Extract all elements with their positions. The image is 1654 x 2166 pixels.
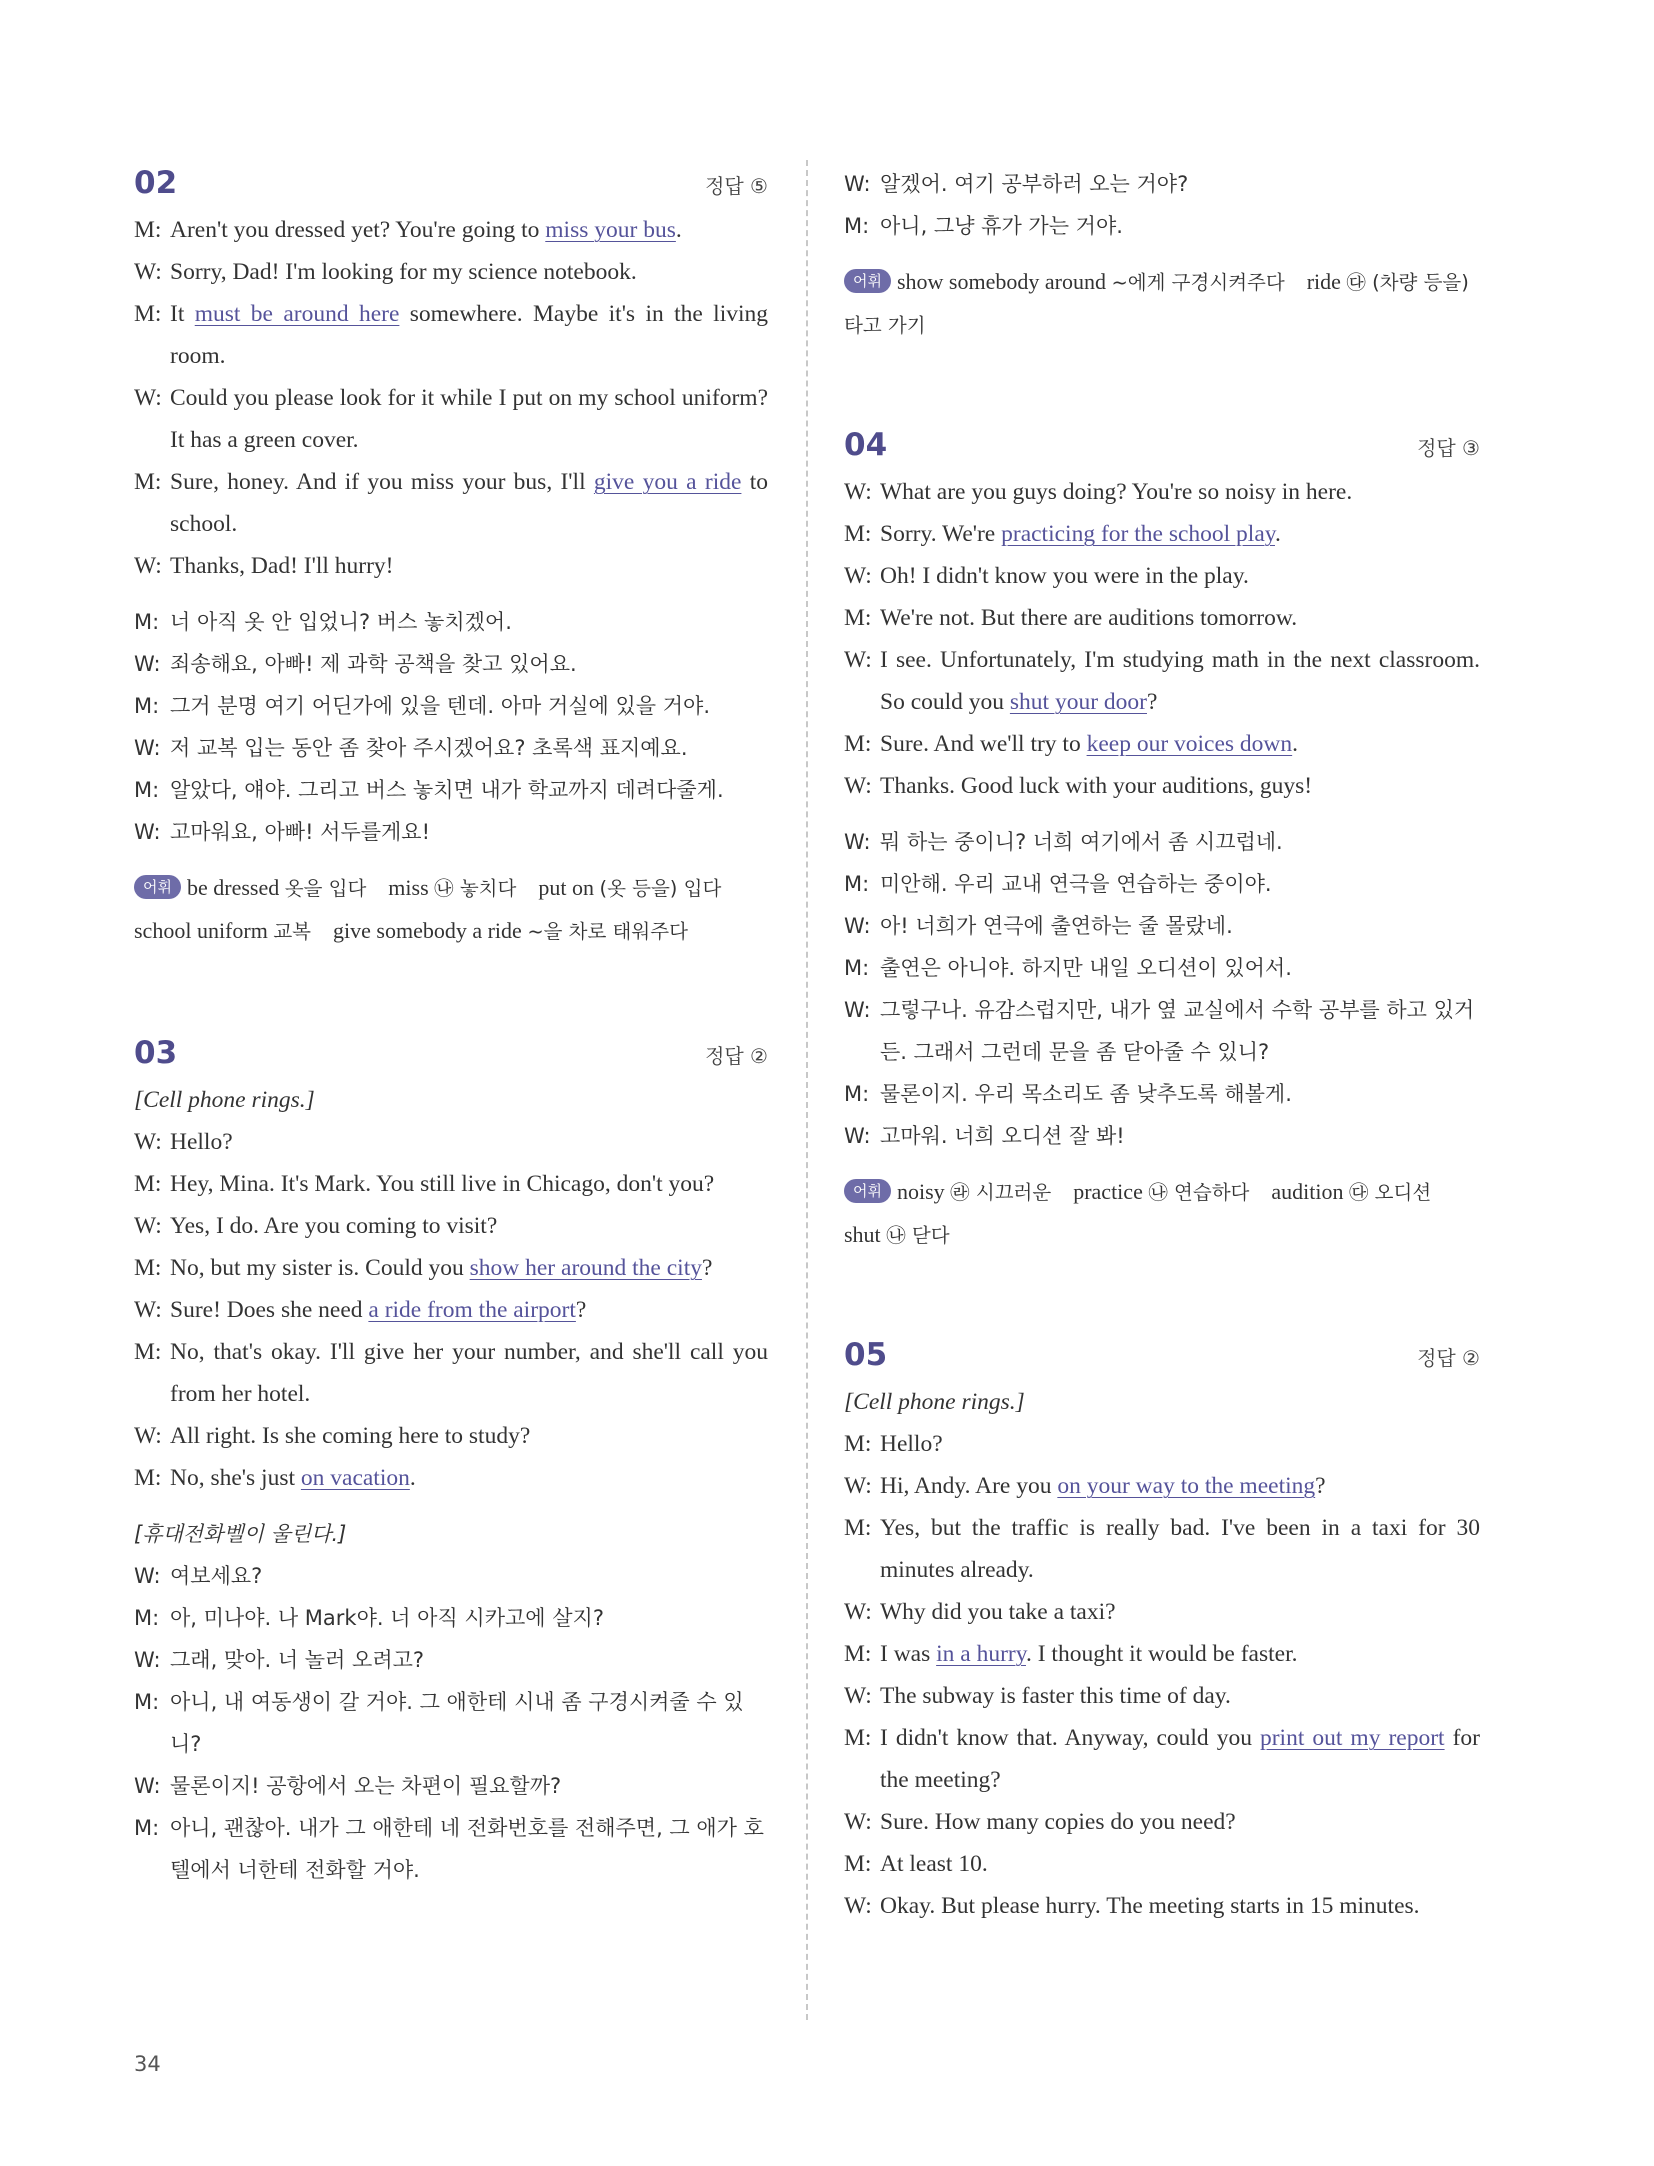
korean-line (844, 1115, 1480, 1157)
vocab-term: audition (1249, 1179, 1349, 1204)
section-number: 03 (134, 1035, 178, 1071)
vocab-term: miss (366, 875, 435, 900)
korean-line (844, 821, 1480, 863)
blank-answer: must be around here (194, 301, 400, 327)
speaker-label: W: (134, 259, 162, 285)
speaker-label: W: (844, 773, 872, 799)
section-number: 04 (844, 427, 888, 463)
section-header (134, 1035, 768, 1071)
dialogue-text: 아니, 내 여동생이 갈 거야. 그 애한테 시내 좀 구경시켜줄 수 있니? (170, 1690, 744, 1756)
dialogue-line (134, 1163, 768, 1205)
blank-answer: keep our voices down (1086, 731, 1293, 757)
answer-label: 정답 ⑤ (705, 174, 768, 198)
vocabulary-box (844, 1171, 1480, 1257)
dialogue-text: It (170, 301, 195, 327)
korean-translation (134, 601, 768, 853)
speaker-label: W: (134, 652, 161, 676)
speaker-label: M: (134, 1465, 162, 1491)
blank-answer: a ride from the airport (368, 1297, 576, 1323)
speaker-label: W: (844, 479, 872, 505)
korean-line (844, 163, 1480, 205)
vocab-term: give somebody a ride (311, 918, 528, 943)
dialogue-text: to school. (170, 469, 768, 537)
blank-answer: on your way to the meeting (1057, 1473, 1316, 1499)
dialogue-line (134, 1415, 768, 1457)
speaker-label: M: (844, 872, 870, 896)
blank-answer: show her around the city (469, 1255, 702, 1281)
speaker-label: W: (134, 1297, 162, 1323)
speaker-label: W: (844, 830, 871, 854)
dialogue-line (134, 377, 768, 461)
vocab-meaning: ㉯ 놓치다 (434, 877, 517, 900)
vocab-badge: 어휘 (844, 1179, 891, 1203)
speaker-label: W: (844, 563, 872, 589)
dialogue-text: . (1274, 521, 1281, 547)
blank-answer: shut your door (1009, 689, 1147, 715)
vocab-term: practice (1051, 1179, 1149, 1204)
vocab-term: show somebody around (896, 269, 1112, 294)
korean-line (844, 1073, 1480, 1115)
dialogue-text: The subway is faster this time of day. (880, 1683, 1231, 1709)
section-02 (134, 165, 768, 953)
dialogue-text: 그래, 맞아. 너 놀러 오려고? (170, 1648, 425, 1672)
dialogue-line (134, 461, 768, 545)
vocab-meaning: 교복 (273, 920, 312, 943)
speaker-label: W: (844, 1809, 872, 1835)
dialogue-text: ? (701, 1255, 713, 1281)
korean-line (844, 989, 1480, 1073)
dialogue-text: I was (880, 1641, 937, 1667)
vocab-meaning: ㉰ 오디션 (1348, 1181, 1432, 1204)
answer-label: 정답 ③ (1417, 436, 1480, 460)
dialogue-line (134, 251, 768, 293)
column-divider (806, 160, 808, 2020)
dialogue-text: Thanks, Dad! I'll hurry! (170, 553, 394, 579)
speaker-label: M: (844, 1082, 870, 1106)
section-04 (844, 427, 1480, 1257)
dialogue-line (844, 1591, 1480, 1633)
dialogue-text: 알았다, 얘야. 그리고 버스 놓치면 내가 학교까지 데려다줄게. (170, 778, 724, 802)
dialogue-text: . I thought it would be faster. (1025, 1641, 1298, 1667)
dialogue-line (844, 597, 1480, 639)
vocab-meaning: ㉯ 닫다 (886, 1224, 950, 1247)
dialogue-text: Okay. But please hurry. The meeting starts in 15 minutes. (880, 1893, 1420, 1919)
vocab-badge: 어휘 (134, 875, 181, 899)
vocab-term: school uniform (134, 875, 744, 943)
dialogue-text: 죄송해요, 아빠! 제 과학 공책을 찾고 있어요. (170, 652, 577, 676)
speaker-label: W: (134, 1213, 162, 1239)
dialogue-text: 아니, 그냥 휴가 가는 거야. (880, 214, 1123, 238)
dialogue-text: Could you please look for it while I put on my school uniform? It has a green cover. (170, 385, 768, 453)
dialogue-text: . (675, 217, 682, 243)
vocab-meaning: 옷을 입다 (284, 877, 367, 900)
dialogue-line (134, 545, 768, 587)
section-03-continued (844, 163, 1480, 347)
dialogue-text: ? (575, 1297, 587, 1323)
dialogue-text: 아! 너희가 연극에 출연하는 줄 몰랐네. (880, 914, 1233, 938)
dialogue-line (844, 1633, 1480, 1675)
korean-line (134, 1765, 768, 1807)
speaker-label: W: (134, 553, 162, 579)
speaker-label: W: (844, 1683, 872, 1709)
speaker-label: M: (134, 469, 162, 495)
vocab-meaning: ㉱ 시끄러운 (950, 1181, 1052, 1204)
speaker-label: M: (844, 731, 872, 757)
blank-answer: on vacation (300, 1465, 410, 1491)
vocab-term: ride (1284, 269, 1347, 294)
dialogue-text: 고마워. 너희 오디션 잘 봐! (880, 1124, 1125, 1148)
korean-translation (844, 821, 1480, 1157)
dialogue-text: . (1292, 731, 1299, 757)
speaker-label: M: (844, 214, 870, 238)
speaker-label: M: (134, 610, 160, 634)
speaker-label: W: (844, 998, 871, 1022)
dialogue-text: No, she's just (170, 1465, 301, 1491)
speaker-label: W: (134, 820, 161, 844)
speaker-label: W: (844, 172, 871, 196)
dialogue-line (134, 1121, 768, 1163)
speaker-label: W: (844, 1599, 872, 1625)
dialogue-text: I see. Unfortunately, I'm studying math in the next classroom. So could you (880, 647, 1480, 715)
page-number: 34 (134, 2052, 161, 2076)
speaker-label: W: (134, 1648, 161, 1672)
dialogue-line (844, 513, 1480, 555)
korean-line (134, 1681, 768, 1765)
speaker-label: W: (134, 1423, 162, 1449)
dialogue-line (844, 1843, 1480, 1885)
korean-line (134, 1639, 768, 1681)
dialogue-text: Yes, I do. Are you coming to visit? (170, 1213, 498, 1239)
dialogue-line (844, 1717, 1480, 1801)
dialogue-text: somewhere. Maybe it's in the living room. (170, 301, 768, 369)
dialogue-text: 아니, 괜찮아. 내가 그 애한테 네 전화번호를 전해주면, 그 애가 호텔에서 너한테 전화할 거야. (170, 1816, 764, 1882)
speaker-label: W: (134, 1774, 161, 1798)
vocab-term: put on (516, 875, 600, 900)
dialogue-line (844, 471, 1480, 513)
dialogue-text: Why did you take a taxi? (880, 1599, 1116, 1625)
speaker-label: M: (134, 1690, 160, 1714)
korean-line (134, 1807, 768, 1891)
speaker-label: W: (134, 1564, 161, 1588)
dialogue-line (134, 1247, 768, 1289)
speaker-label: W: (134, 1129, 162, 1155)
english-dialogue (844, 471, 1480, 807)
speaker-label: M: (134, 301, 162, 327)
vocab-badge: 어휘 (844, 269, 891, 293)
dialogue-line (134, 209, 768, 251)
speaker-label: M: (844, 1851, 872, 1877)
speaker-label: M: (134, 1171, 162, 1197)
korean-line (844, 905, 1480, 947)
section-header (134, 165, 768, 201)
korean-line (134, 1597, 768, 1639)
dialogue-text: Sorry. We're (880, 521, 1002, 547)
answer-label: 정답 ② (705, 1044, 768, 1068)
dialogue-text: 미안해. 우리 교내 연극을 연습하는 중이야. (880, 872, 1272, 896)
speaker-label: M: (844, 605, 872, 631)
speaker-label: M: (134, 778, 160, 802)
dialogue-text: Oh! I didn't know you were in the play. (880, 563, 1249, 589)
vocab-term: shut (844, 1179, 1454, 1247)
speaker-label: M: (134, 694, 160, 718)
speaker-label: M: (844, 1431, 872, 1457)
dialogue-line (844, 723, 1480, 765)
dialogue-line (134, 293, 768, 377)
dialogue-text: 고마워요, 아빠! 서두를게요! (170, 820, 431, 844)
speaker-label: M: (134, 1339, 162, 1365)
korean-line (134, 643, 768, 685)
dialogue-text: No, that's okay. I'll give her your number, and she'll call you from her hotel. (170, 1339, 768, 1407)
korean-stage-direction: [휴대전화벨이 울린다.] (134, 1522, 347, 1546)
dialogue-text: . (409, 1465, 416, 1491)
section-03 (134, 1035, 768, 1891)
vocabulary-box (134, 867, 768, 953)
dialogue-text: Hello? (880, 1431, 943, 1457)
vocabulary-box (844, 261, 1480, 347)
korean-translation-continued (844, 163, 1480, 247)
dialogue-text: 물론이지! 공항에서 오는 차편이 필요할까? (170, 1774, 562, 1798)
korean-line (134, 685, 768, 727)
dialogue-text: Hello? (170, 1129, 233, 1155)
speaker-label: M: (844, 1641, 872, 1667)
speaker-label: W: (844, 1473, 872, 1499)
dialogue-line (844, 1885, 1480, 1927)
speaker-label: W: (844, 1124, 871, 1148)
speaker-label: M: (134, 1606, 160, 1630)
right-column (844, 165, 1480, 1927)
speaker-label: M: (844, 521, 872, 547)
section-header (844, 1337, 1480, 1373)
korean-line (844, 947, 1480, 989)
section-number: 05 (844, 1337, 888, 1373)
korean-line (844, 863, 1480, 905)
dialogue-text: Sorry, Dad! I'm looking for my science notebook. (170, 259, 637, 285)
dialogue-line (844, 1423, 1480, 1465)
dialogue-text: No, but my sister is. Could you (170, 1255, 470, 1281)
stage-direction: [Cell phone rings.] (134, 1087, 315, 1113)
dialogue-line (134, 1457, 768, 1499)
blank-answer: give you a ride (593, 469, 742, 495)
dialogue-line (134, 1331, 768, 1415)
dialogue-line (134, 1205, 768, 1247)
dialogue-text: 여보세요? (170, 1564, 263, 1588)
left-column (134, 165, 768, 1891)
korean-line (134, 1555, 768, 1597)
dialogue-text: 알겠어. 여기 공부하러 오는 거야? (880, 172, 1189, 196)
section-05 (844, 1337, 1480, 1927)
vocab-meaning: ~을 차로 태워주다 (527, 920, 688, 943)
dialogue-text: for the meeting? (880, 1725, 1480, 1793)
korean-lines (134, 1555, 768, 1891)
blank-answer: print out my report (1259, 1725, 1445, 1751)
section-number: 02 (134, 165, 178, 201)
dialogue-text: Sure! Does she need (170, 1297, 369, 1323)
dialogue-text: Aren't you dressed yet? You're going to (170, 217, 546, 243)
speaker-label: M: (844, 956, 870, 980)
dialogue-text: 그거 분명 여기 어딘가에 있을 텐데. 아마 거실에 있을 거야. (170, 694, 711, 718)
vocab-meaning: ㉰ (차량 등을) 타고 가기 (844, 271, 1476, 337)
korean-line (134, 811, 768, 853)
dialogue-line (844, 1675, 1480, 1717)
speaker-label: M: (844, 1515, 872, 1541)
vocab-meaning: ㉯ 연습하다 (1148, 1181, 1250, 1204)
dialogue-text: Sure. How many copies do you need? (880, 1809, 1236, 1835)
dialogue-line (844, 1465, 1480, 1507)
vocab-term: noisy (896, 1179, 951, 1204)
dialogue-text: 너 아직 옷 안 입었니? 버스 놓치겠어. (170, 610, 512, 634)
answer-label: 정답 ② (1417, 1346, 1480, 1370)
speaker-label: W: (844, 914, 871, 938)
english-dialogue (134, 209, 768, 587)
section-header (844, 427, 1480, 463)
dialogue-text: 그렇구나. 유감스럽지만, 내가 옆 교실에서 수학 공부를 하고 있거든. 그래서 그런데 문을 좀 닫아줄 수 있니? (880, 998, 1475, 1064)
korean-line (134, 727, 768, 769)
vocab-term: be dressed (186, 875, 285, 900)
dialogue-line (844, 765, 1480, 807)
blank-answer: in a hurry (936, 1641, 1026, 1667)
korean-line (134, 601, 768, 643)
dialogue-text: Yes, but the traffic is really bad. I've been in a taxi for 30 minutes already. (880, 1515, 1480, 1583)
speaker-label: M: (134, 1816, 160, 1840)
speaker-label: M: (134, 1255, 162, 1281)
dialogue-text: 저 교복 입는 동안 좀 찾아 주시겠어요? 초록색 표지예요. (170, 736, 688, 760)
dialogue-line (844, 1801, 1480, 1843)
dialogue-text: Sure. And we'll try to (880, 731, 1087, 757)
speaker-label: W: (844, 1893, 872, 1919)
dialogue-text: Sure, honey. And if you miss your bus, I'll (170, 469, 594, 495)
dialogue-line (134, 1289, 768, 1331)
speaker-label: W: (134, 385, 162, 411)
korean-translation (134, 1513, 768, 1891)
dialogue-text: ? (1315, 1473, 1326, 1499)
dialogue-text: Hi, Andy. Are you (880, 1473, 1058, 1499)
dialogue-line (844, 555, 1480, 597)
blank-answer: practicing for the school play (1001, 521, 1275, 547)
korean-line (844, 205, 1480, 247)
dialogue-text: 물론이지. 우리 목소리도 좀 낮추도록 해볼게. (880, 1082, 1292, 1106)
dialogue-text: All right. Is she coming here to study? (170, 1423, 531, 1449)
dialogue-text: I didn't know that. Anyway, could you (880, 1725, 1260, 1751)
vocab-meaning: ~에게 구경시켜주다 (1111, 271, 1285, 294)
dialogue-text: We're not. But there are auditions tomorrow. (880, 605, 1298, 631)
dialogue-text: 뭐 하는 중이니? 너희 여기에서 좀 시끄럽네. (880, 830, 1283, 854)
dialogue-text: 아, 미나야. 나 Mark야. 너 아직 시카고에 살지? (170, 1606, 604, 1630)
dialogue-text: Hey, Mina. It's Mark. You still live in Chicago, don't you? (170, 1171, 715, 1197)
dialogue-text: Thanks. Good luck with your auditions, guys! (880, 773, 1313, 799)
dialogue-text: At least 10. (880, 1851, 988, 1877)
speaker-label: W: (844, 647, 872, 673)
vocab-meaning: (옷 등을) 입다 (599, 877, 722, 900)
stage-direction: [Cell phone rings.] (844, 1389, 1025, 1415)
dialogue-text: What are you guys doing? You're so noisy in here. (880, 479, 1353, 505)
korean-line (134, 769, 768, 811)
dialogue-line (844, 1507, 1480, 1591)
speaker-label: M: (134, 217, 162, 243)
english-dialogue (844, 1423, 1480, 1927)
speaker-label: W: (134, 736, 161, 760)
speaker-label: M: (844, 1725, 872, 1751)
dialogue-text: 출연은 아니야. 하지만 내일 오디션이 있어서. (880, 956, 1292, 980)
english-dialogue (134, 1121, 768, 1499)
dialogue-line (844, 639, 1480, 723)
dialogue-text: ? (1146, 689, 1158, 715)
blank-answer: miss your bus (545, 217, 676, 243)
